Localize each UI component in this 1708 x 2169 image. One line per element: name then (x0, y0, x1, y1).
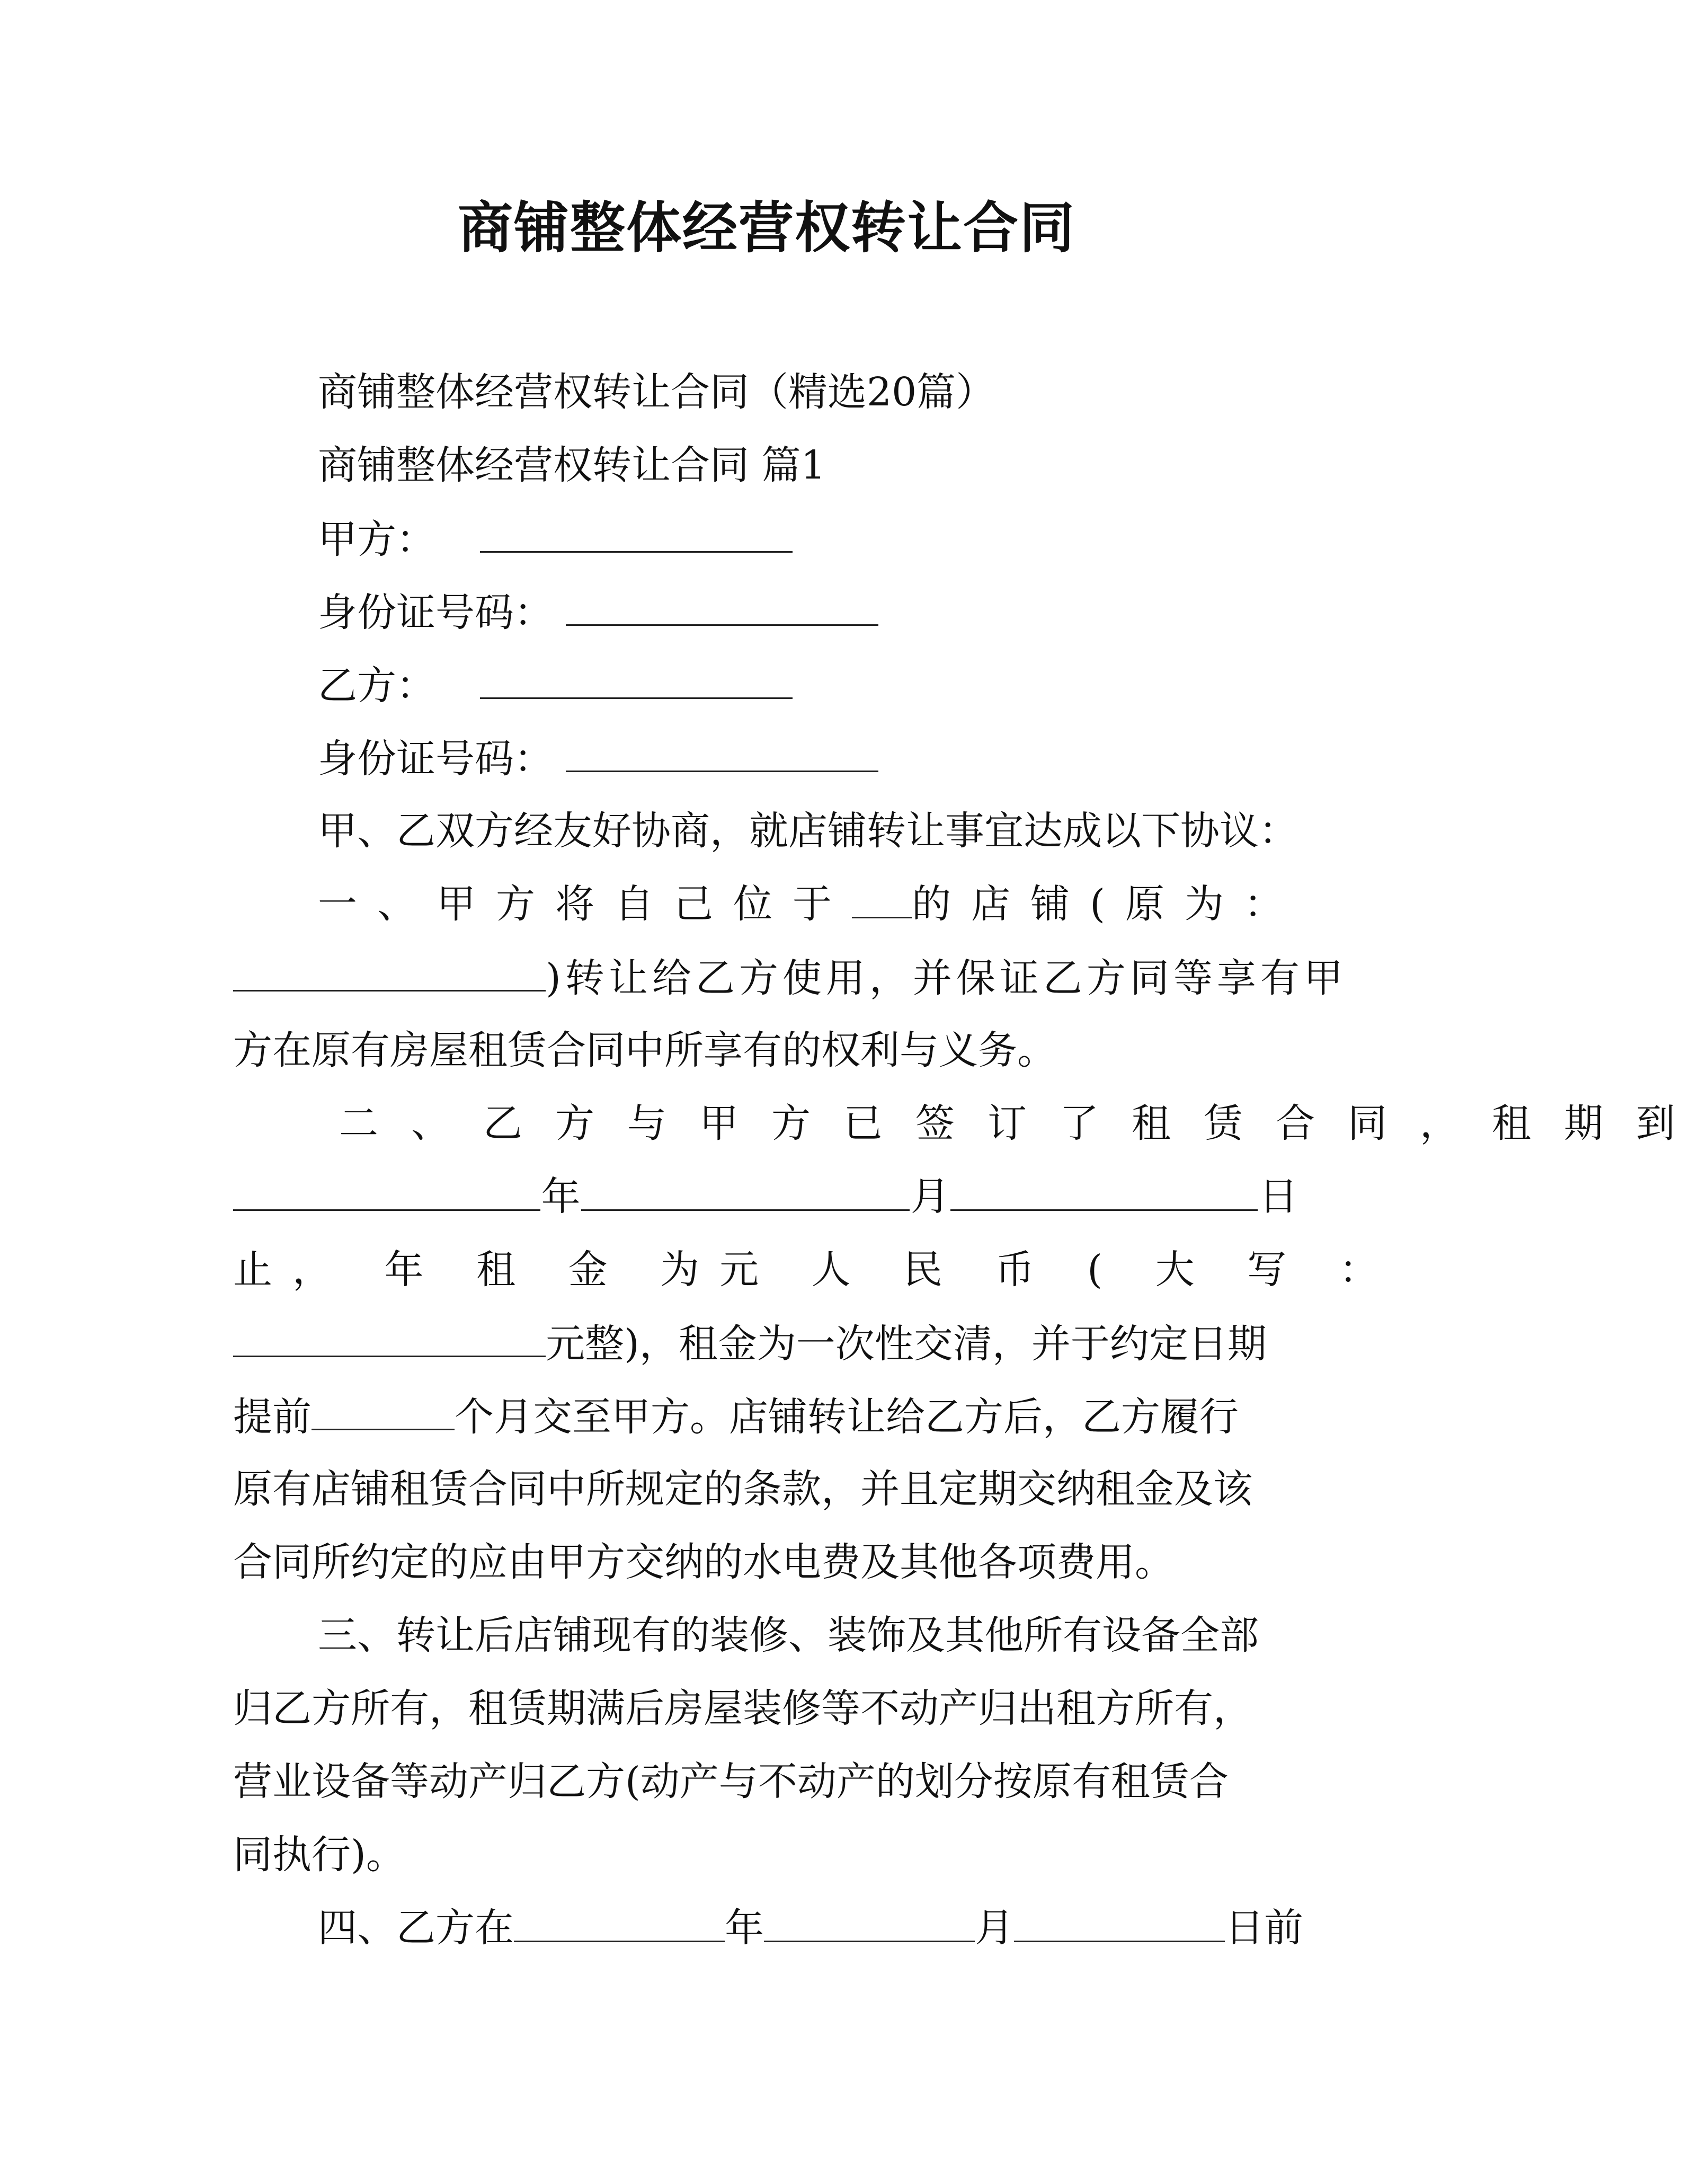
clause-3-line-3: 营业设备等动产归乙方(动产与不动产的划分按原有租赁合 (233, 1759, 1229, 1804)
clause-1-location-blank (852, 878, 912, 918)
party-b-id-blank (566, 731, 878, 772)
party-a-id-blank (566, 585, 878, 626)
clause-2-day-label: 日 (1258, 1174, 1298, 1219)
clause-4-month-label: 月 (975, 1905, 1014, 1951)
clause-1-text-a: 一、甲方将自己位于 (318, 881, 852, 927)
party-a-id-label: 身份证号码： (318, 590, 553, 635)
clause-2-line-7: 合同所约定的应由甲方交纳的水电费及其他各项费用。 (233, 1539, 1174, 1585)
clause-4-day-blank (1014, 1901, 1225, 1942)
party-b-id-label: 身份证号码： (318, 736, 553, 782)
clause-2-line-4 (233, 1316, 1267, 1370)
clause-2-line-2 (233, 1170, 1298, 1223)
party-a-row (318, 512, 793, 566)
clause-4-month-blank (764, 1901, 975, 1942)
clause-2-month-blank (581, 1170, 910, 1211)
party-a-id-row (318, 585, 878, 639)
party-a-label: 甲方： (318, 517, 435, 562)
party-b-id-row (318, 731, 878, 785)
clause-2-text-a: 二、乙方与甲方已签订了租赁合同，租期到 (339, 1101, 1708, 1146)
clause-2-line-5 (233, 1389, 1239, 1444)
clause-2-text-f: 个月交至甲方。店铺转让给乙方后，乙方履行 (455, 1394, 1239, 1440)
intro-paragraph: 甲、乙双方经友好协商，就店铺转让事宜达成以下协议： (318, 808, 1298, 854)
document-subtitle: 商铺整体经营权转让合同（精选20篇） (318, 369, 995, 415)
clause-2-line-6: 原有店铺租赁合同中所规定的条款，并且定期交纳租金及该 (233, 1466, 1252, 1512)
section-heading: 商铺整体经营权转让合同 篇1 (318, 442, 826, 488)
clause-3-line-2: 归乙方所有，租赁期满后房屋装修等不动产归出租方所有， (233, 1686, 1252, 1731)
clause-2-year-blank (233, 1170, 540, 1211)
clause-4-text-a: 四、乙方在 (318, 1905, 514, 1951)
clause-2-line-3 (233, 1243, 1399, 1296)
clause-2-rent-text: 止， 年 租 金 为 (233, 1247, 720, 1292)
clause-1-line-2 (233, 951, 1347, 1005)
document-title: 商铺整体经营权转让合同 (457, 195, 1075, 260)
clause-1-text-c: )转让给乙方使用，并保证乙方同等享有甲 (546, 955, 1347, 1001)
clause-1-line-1 (318, 878, 1303, 931)
clause-2-text-e: 提前 (233, 1394, 312, 1440)
clause-3-line-1: 三、转让后店铺现有的装修、装饰及其他所有设备全部 (318, 1613, 1259, 1658)
clause-2-month-label: 月 (910, 1174, 950, 1219)
clause-4-year-blank (514, 1901, 725, 1942)
clause-2-year-label: 年 (541, 1174, 581, 1219)
clause-2-day-blank (950, 1170, 1258, 1211)
clause-2-text-d: 元整)，租金为一次性交清，并于约定日期 (546, 1321, 1267, 1367)
clause-2-currency-text: 元 人 民 币 ( 大 写 ： (719, 1247, 1399, 1292)
party-b-blank (480, 658, 793, 699)
clause-2-line-1 (339, 1097, 1708, 1150)
clause-1-line-3: 方在原有房屋租赁合同中所享有的权利与义务。 (233, 1028, 1056, 1073)
clause-1-original-blank (233, 951, 546, 991)
party-b-row (318, 658, 793, 712)
clause-2-capital-blank (233, 1316, 546, 1357)
clause-4-year-label: 年 (725, 1905, 764, 1951)
clause-4-day-label: 日前 (1225, 1905, 1303, 1951)
party-a-blank (480, 512, 793, 553)
party-b-label: 乙方： (318, 663, 435, 709)
clause-4-line-1 (318, 1901, 1303, 1954)
clause-2-months-blank (312, 1389, 455, 1430)
clause-3-line-4: 同执行)。 (233, 1832, 405, 1878)
clause-1-text-b: 的店铺(原为： (912, 881, 1303, 927)
